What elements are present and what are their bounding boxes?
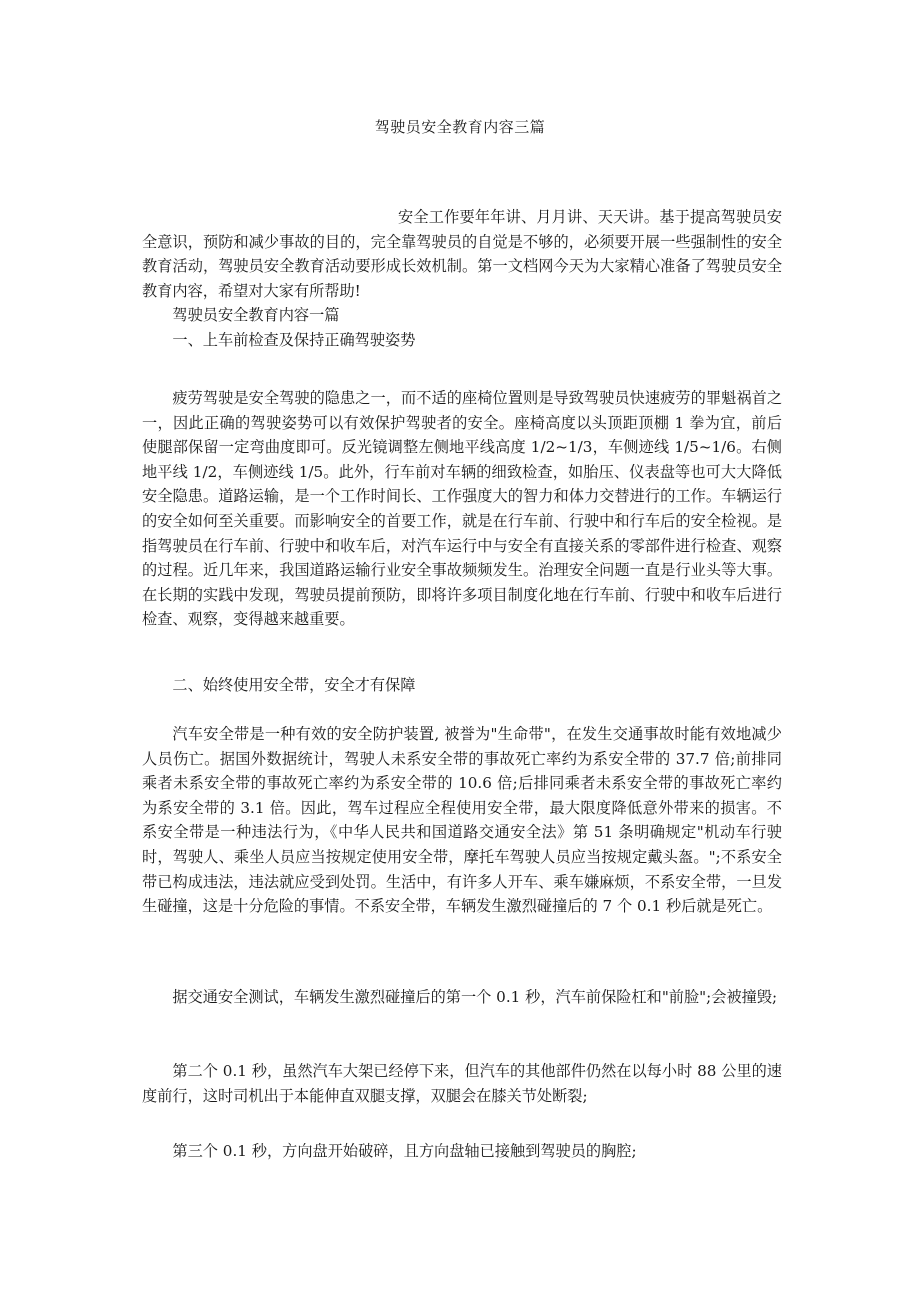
intro-paragraph: 安全工作要年年讲、月月讲、天天讲。基于提高驾驶员安全意识，预防和减少事故的目的，完全靠驾驶员的自觉是不够的，必须要开展一些强制性的安全教育活动，驾驶员安全教育活动要形成长效机制。第一文档网今天为大家精心准备了驾驶员安全教育内容，希望对大家有所帮助! [142, 208, 782, 300]
paragraph-5: 第三个 0.1 秒，方向盘开始破碎，且方向盘轴已接触到驾驶员的胸腔; [172, 1142, 637, 1160]
paragraph-1-block [142, 386, 782, 632]
paragraph-3: 据交通安全测试，车辆发生激烈碰撞后的第一个 0.1 秒，汽车前保险杠和"前脸";会被撞毁; [172, 988, 778, 1006]
heading-1: 一、上车前检查及保持正确驾驶姿势 [172, 330, 416, 349]
section-title: 驾驶员安全教育内容一篇 [172, 306, 340, 325]
paragraph-1: 疲劳驾驶是安全驾驶的隐患之一，而不适的座椅位置则是导致驾驶员快速疲劳的罪魁祸首之一，因此正确的驾驶姿势可以有效保护驾驶者的安全。座椅高度以头顶距顶棚 1 拳为宜，前后使腿部保留一定弯曲度即可。反光镜调整左侧地平线高度 1/2~1/3，车侧迹线 1/5~1/6。右侧地平线 1/2，车侧迹线 1/5。此外，行车前对车辆的细致检查，如胎压、仪表盘等也可大大降低安全隐患。道路运输，是一个工作时间长、工作强度大的智力和体力交替进行的工作。车辆运行的安全如何至关重要。而影响安全的首要工作，就是在行车前、行驶中和行车后的安全检视。是指驾驶员在行车前、行驶中和收车后，对汽车运行中与安全有直接关系的零部件进行检查、观察的过程。近几年来，我国道路运输行业安全事故频频发生。治理安全问题一直是行业头等大事。在长期的实践中发现，驾驶员提前预防，即将许多项目制度化地在行车前、行驶中和收车后进行检查、观察，变得越来越重要。 [142, 389, 782, 629]
paragraph-4-block [142, 1059, 782, 1108]
paragraph-3-block [142, 985, 782, 1010]
document-title: 驾驶员安全教育内容三篇 [374, 118, 546, 136]
paragraph-5-block [142, 1139, 782, 1164]
paragraph-2-block [142, 722, 782, 919]
paragraph-4: 第二个 0.1 秒，虽然汽车大架已经停下来，但汽车的其他部件仍然在以每小时 88 公里的速度前行，这时司机出于本能伸直双腿支撑，双腿会在膝关节处断裂; [142, 1062, 782, 1105]
heading-2: 二、始终使用安全带，安全才有保障 [172, 676, 416, 694]
intro-block [142, 205, 782, 353]
paragraph-2: 汽车安全带是一种有效的安全防护装置, 被誉为"生命带"，在发生交通事故时能有效地减少人员伤亡。据国外数据统计，驾驶人未系安全带的事故死亡率约为系安全带的 37.7 倍;前排同乘者未系安全带的事故死亡率约为系安全带的 10.6 倍;后排同乘者未系安全带的事故死亡率约为系安全带的 3.1 倍。因此，驾车过程应全程使用安全带，最大限度降低意外带来的损害。不系安全带是一种违法行为，《中华人民共和国道路交通安全法》第 51 条明确规定"机动车行驶时，驾驶人、乘坐人员应当按规定使用安全带，摩托车驾驶人员应当按规定戴头盔。";不系安全带已构成违法，违法就应受到处罚。生活中，有许多人开车、乘车嫌麻烦，不系安全带，一旦发生碰撞，这是十分危险的事情。不系安全带，车辆发生激烈碰撞后的 7 个 0.1 秒后就是死亡。 [142, 725, 782, 916]
heading-2-block [142, 673, 782, 698]
